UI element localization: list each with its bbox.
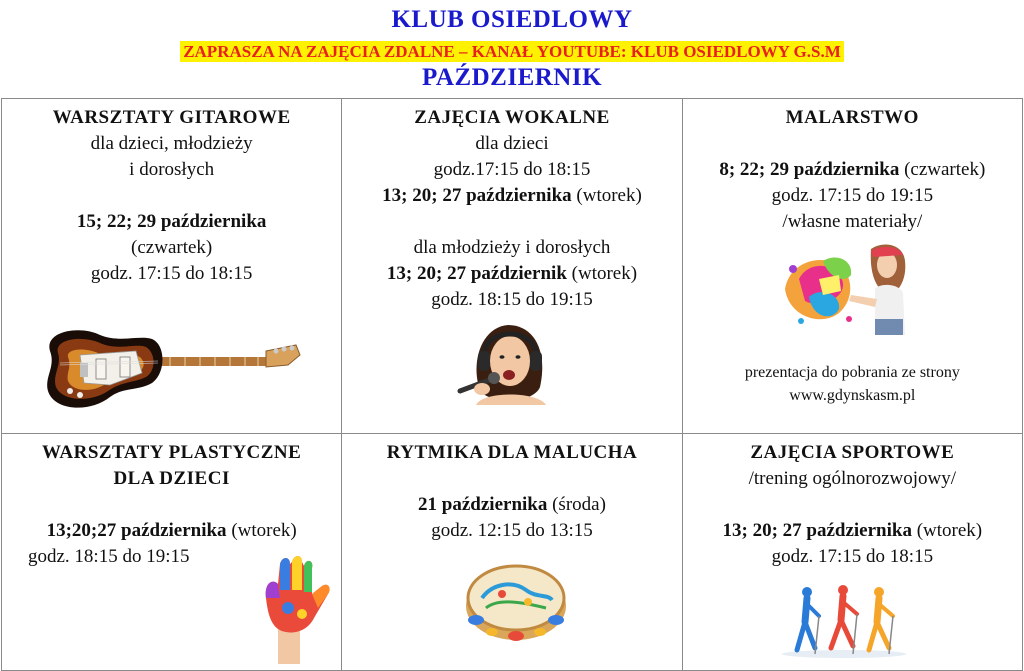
rhythm-day: (środa): [547, 494, 606, 515]
vocal-group1: dla dzieci: [475, 133, 549, 154]
guitar-title: WARSZTATY GITAROWE: [52, 107, 291, 128]
art-day: (wtorek): [226, 520, 297, 541]
painting-time: godz. 17:15 do 19:15: [771, 185, 934, 206]
girl-singing-icon: [452, 321, 560, 405]
tambourine-icon: [462, 554, 570, 644]
download-note: prezentacja do pobrania ze strony: [744, 364, 960, 381]
guitar-time: godz. 17:15 do 18:15: [90, 263, 253, 284]
art-dates: 13;20;27 października: [46, 520, 227, 541]
art-schedule: [6, 518, 337, 544]
guitar-dates: 15; 22; 29 października: [76, 211, 267, 232]
vocal-day1: (wtorek): [571, 185, 642, 206]
sport-day: (wtorek): [911, 520, 983, 541]
guitar-line1: dla dzieci, młodzieży: [90, 133, 253, 154]
page-title: KLUB OSIEDLOWY: [391, 6, 633, 33]
month-title: PAŹDZIERNIK: [421, 64, 603, 91]
painting-day: (czwartek): [899, 159, 986, 180]
vocal-dates1: 13; 20; 27 października: [382, 185, 572, 206]
painting-title: MALARSTWO: [785, 107, 919, 128]
cell-vocal: [342, 99, 682, 434]
sport-subtitle: /trening ogólnorozwojowy/: [748, 468, 957, 489]
art-title1: WARSZTATY PLASTYCZNE: [41, 442, 302, 463]
download-url: www.gdynskasm.pl: [789, 387, 916, 404]
sport-time: godz. 17:15 do 18:15: [771, 546, 934, 567]
vocal-schedule1: [346, 183, 677, 209]
painted-hand-icon: [252, 554, 332, 664]
sport-schedule: [687, 518, 1018, 544]
cell-sport: [682, 434, 1022, 671]
schedule-table: [1, 98, 1023, 671]
paint-splash-girl-icon: [779, 239, 919, 335]
sport-title: ZAJĘCIA SPORTOWE: [750, 442, 955, 463]
guitar-line2: i dorosłych: [129, 159, 215, 180]
cell-painting: [682, 99, 1022, 434]
painting-schedule: [687, 157, 1018, 183]
sport-dates: 13; 20; 27 października: [722, 520, 912, 541]
rhythm-dates: 21 października: [418, 494, 548, 515]
vocal-dates2: 13; 20; 27 październik: [386, 263, 567, 284]
vocal-time1: godz.17:15 do 18:15: [433, 159, 591, 180]
electric-guitar-icon: [40, 321, 302, 413]
cell-guitar: [2, 99, 342, 434]
subtitle-banner: [0, 41, 1024, 62]
rhythm-time: godz. 12:15 do 13:15: [431, 520, 593, 541]
table-row: [2, 99, 1023, 434]
vocal-time2: godz. 18:15 do 19:15: [431, 289, 593, 310]
guitar-day: (czwartek): [131, 237, 213, 258]
painting-dates: 8; 22; 29 października: [719, 159, 900, 180]
cell-art: [2, 434, 342, 671]
subtitle-text: ZAPRASZA NA ZAJĘCIA ZDALNE – KANAŁ YOUTUBE: KLUB OSIEDLOWY G.S.M: [180, 41, 844, 62]
rhythm-title: RYTMIKA DLA MALUCHA: [386, 442, 638, 463]
vocal-day2: (wtorek): [566, 263, 638, 284]
vocal-group2: dla młodzieży i dorosłych: [413, 237, 611, 258]
vocal-title: ZAJĘCIA WOKALNE: [414, 107, 610, 128]
art-title2: DLA DZIECI: [113, 468, 230, 489]
table-row: [2, 434, 1023, 671]
nordic-walkers-icon: [779, 584, 909, 658]
cell-rhythm: [342, 434, 682, 671]
vocal-schedule2: [346, 261, 677, 287]
painting-note: /własne materiały/: [782, 211, 923, 232]
rhythm-schedule: [346, 492, 677, 518]
art-time: godz. 18:15 do 19:15: [28, 546, 190, 567]
